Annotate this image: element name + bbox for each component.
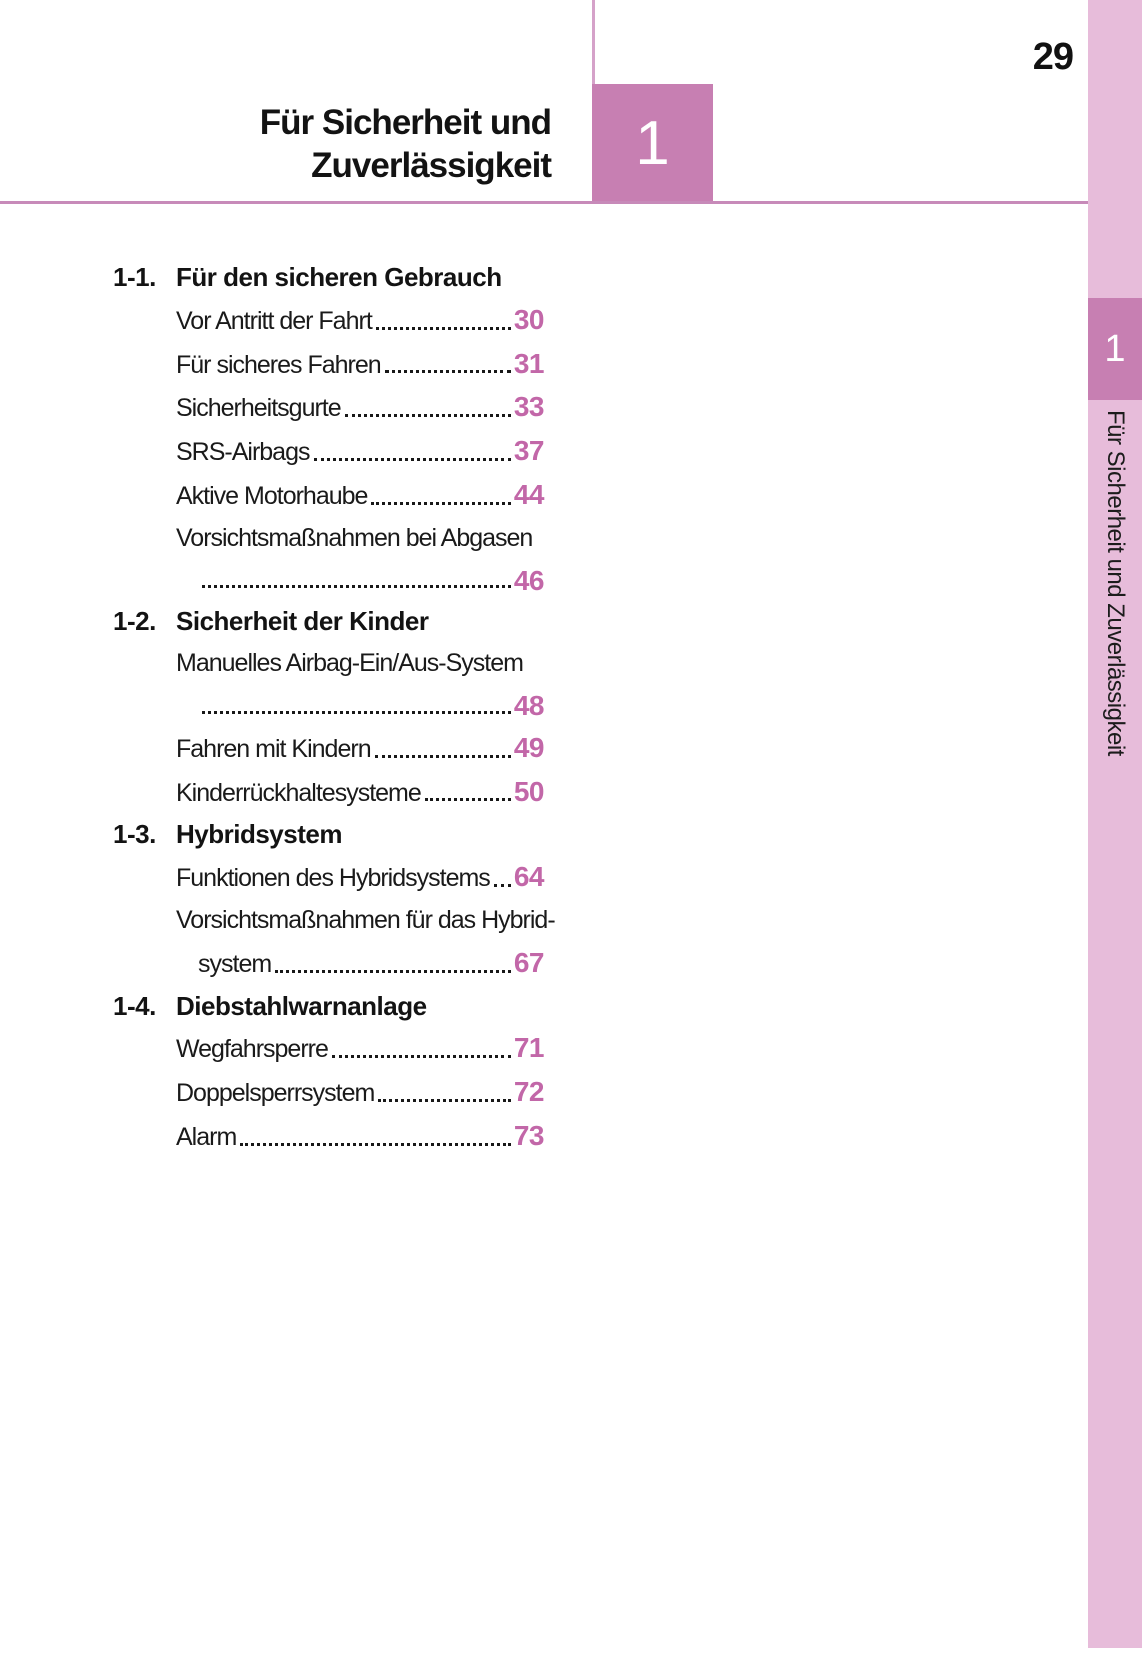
chapter-title-line2: Zuverlässigkeit: [311, 146, 551, 185]
toc-section-heading: [113, 601, 544, 643]
chapter-title-line1: Für Sicherheit und: [259, 103, 551, 142]
toc-page-number: 49: [513, 731, 544, 763]
dot-leader: [494, 884, 511, 887]
toc-entry-label: system: [198, 949, 272, 978]
toc-entry-label: Fahren mit Kindern: [176, 734, 371, 763]
sidebar-chapter-tab: [1088, 298, 1142, 400]
dot-leader: [345, 414, 511, 417]
toc-entry[interactable]: [113, 299, 544, 343]
toc-page-number: 64: [513, 861, 544, 893]
toc-entry[interactable]: [113, 430, 544, 474]
toc-entry[interactable]: [113, 1027, 544, 1071]
dot-leader: [332, 1055, 511, 1058]
toc-entry-label: Alarm: [176, 1122, 237, 1151]
toc-entry-continuation[interactable]: [113, 685, 544, 727]
dot-leader: [375, 755, 511, 758]
header-rule: [0, 201, 1088, 204]
toc-page-number: 72: [513, 1076, 544, 1108]
toc-entry[interactable]: [113, 386, 544, 430]
table-of-contents: [113, 257, 555, 1159]
toc-section-number: 1-4.: [113, 990, 156, 1021]
toc-entry[interactable]: [113, 771, 544, 815]
chapter-title: [71, 101, 551, 187]
toc-entry[interactable]: [113, 1071, 544, 1115]
toc-entry[interactable]: [113, 727, 544, 771]
header-vertical-line: [592, 0, 595, 84]
toc-entry-label: SRS-Airbags: [176, 438, 310, 467]
toc-page-number: 67: [513, 946, 544, 978]
toc-page-number: 30: [513, 303, 544, 335]
toc-entry[interactable]: [113, 900, 555, 942]
toc-entry-label: Für sicheres Fahren: [176, 350, 381, 379]
toc-entry-label: Vorsichtsmaßnahmen bei Abgasen: [176, 523, 533, 552]
dot-leader: [385, 370, 511, 373]
toc-entry-continuation[interactable]: [113, 560, 544, 602]
toc-entry-label: Aktive Motorhaube: [176, 481, 368, 510]
toc-section-title: Hybridsystem: [176, 819, 342, 850]
toc-page-number: 73: [513, 1119, 544, 1151]
sidebar-chapter-label: Für Sicherheit und Zuverlässigkeit: [1102, 410, 1129, 756]
dot-leader: [371, 502, 510, 505]
toc-page-number: 33: [513, 391, 544, 423]
toc-entry-label: Doppelsperrsystem: [176, 1079, 375, 1108]
dot-leader: [314, 458, 511, 461]
toc-section-title: Diebstahlwarnanlage: [176, 990, 427, 1021]
toc-entry-label: Sicherheitsgurte: [176, 394, 341, 423]
toc-entry[interactable]: [113, 518, 544, 560]
toc-entry[interactable]: [113, 1115, 544, 1159]
dot-leader: [376, 327, 511, 330]
toc-page-number: 31: [513, 347, 544, 379]
toc-page-number: 46: [513, 564, 544, 596]
toc-entry-label: Vor Antritt der Fahrt: [176, 306, 372, 335]
toc-entry[interactable]: [113, 856, 544, 900]
toc-entry[interactable]: [113, 343, 544, 387]
toc-section-number: 1-3.: [113, 819, 156, 850]
toc-section-number: 1-1.: [113, 262, 156, 292]
toc-entry-label: Kinderrückhaltesysteme: [176, 778, 421, 807]
toc-entry-label: Wegfahrsperre: [176, 1035, 328, 1064]
toc-page-number: 50: [513, 775, 544, 807]
toc-entry[interactable]: [113, 643, 544, 685]
page-number: 29: [1032, 36, 1073, 78]
dot-leader: [378, 1099, 510, 1102]
toc-page-number: 37: [513, 435, 544, 467]
toc-page-number: 71: [513, 1032, 544, 1064]
dot-leader: [240, 1143, 511, 1146]
toc-entry-label: Funktionen des Hybridsystems: [176, 864, 490, 893]
toc-entry[interactable]: [113, 474, 544, 518]
toc-section-heading: [113, 257, 544, 299]
sidebar-chapter-number: 1: [1104, 327, 1126, 370]
toc-section-title: Für den sicheren Gebrauch: [176, 262, 502, 292]
chapter-number: 1: [635, 109, 670, 178]
toc-page-number: 48: [513, 689, 544, 721]
chapter-number-box: [592, 84, 713, 204]
dot-leader: [202, 585, 511, 588]
toc-section-heading: [113, 986, 544, 1028]
toc-page-number: 44: [513, 478, 544, 510]
dot-leader: [275, 970, 511, 973]
toc-section-title: Sicherheit der Kinder: [176, 606, 429, 637]
dot-leader: [425, 798, 511, 801]
toc-section-heading: [113, 814, 544, 856]
toc-entry-continuation[interactable]: [113, 942, 544, 986]
toc-entry-label: Vorsichtsmaßnahmen für das Hybrid-: [176, 905, 555, 934]
dot-leader: [202, 711, 511, 714]
toc-entry-label: Manuelles Airbag-Ein/Aus-System: [176, 649, 523, 678]
toc-section-number: 1-2.: [113, 606, 156, 637]
